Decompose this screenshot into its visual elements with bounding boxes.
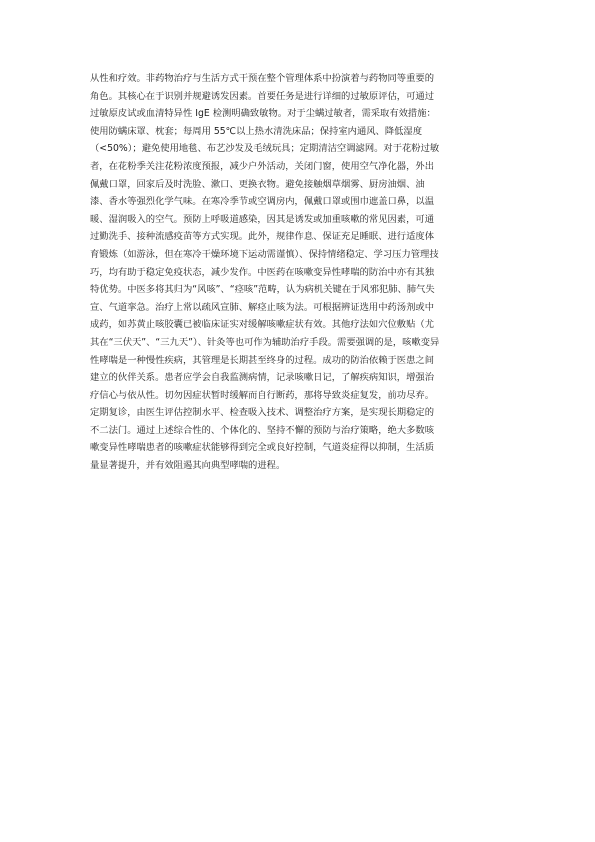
text-line: 宣、气道挛急。治疗上常以疏风宣肺、解痉止咳为法。可根据辨证选用中药汤剂或中 bbox=[90, 301, 434, 313]
text-line: 漆、香水等强烈化学气味。在寒冷季节或空调房内，佩戴口罩或围巾遮盖口鼻，以温 bbox=[90, 196, 434, 208]
text-line: 特优势。中医多将其归为“风咳”、“痉咳”范畴，认为病机关键在于风邪犯肺、肺气失 bbox=[90, 284, 435, 296]
text-line: 育锻炼（如游泳，但在寒冷干燥环境下运动需谨慎）、保持情绪稳定、学习压力管理技 bbox=[90, 248, 439, 260]
text-line: 巧，均有助于稳定免疫状态，减少发作。中医药在咳嗽变异性哮喘的防治中亦有其独 bbox=[90, 266, 434, 278]
text-line: 佩戴口罩，回家后及时洗脸、漱口、更换衣物。避免接触烟草烟雾、厨房油烟、油 bbox=[90, 178, 425, 190]
text-line: 疗信心与依从性。切勿因症状暂时缓解而自行断药，那将导致炎症复发，前功尽弃。 bbox=[90, 389, 434, 401]
text-line: 性哮喘是一种慢性疾病，其管理是长期甚至终身的过程。成功的防治依赖于医患之间 bbox=[90, 354, 434, 366]
text-line: 建立的伙伴关系。患者应学会自我监测病情，记录咳嗽日记，了解疾病知识，增强治 bbox=[90, 372, 434, 384]
text-line: 者，在花粉季关注花粉浓度预报，减少户外活动，关闭门窗，使用空气净化器，外出 bbox=[90, 160, 434, 172]
text-line: （<50%）；避免使用地毯、布艺沙发及毛绒玩具；定期清洁空调滤网。对于花粉过敏 bbox=[90, 143, 440, 155]
text-line: 嗽变异性哮喘患者的咳嗽症状能够得到完全或良好控制，气道炎症得以抑制，生活质 bbox=[90, 442, 434, 454]
text-line: 成药，如苏黄止咳胶囊已被临床证实对缓解咳嗽症状有效。其他疗法如穴位敷贴（尤 bbox=[90, 319, 434, 331]
text-line: 量显著提升，并有效阻遏其向典型哮喘的进程。 bbox=[90, 460, 286, 472]
text-line: 从性和疗效。非药物治疗与生活方式干预在整个管理体系中扮演着与药物同等重要的 bbox=[90, 73, 434, 84]
text-line: 定期复诊，由医生评估控制水平、检查吸入技术、调整治疗方案，是实现长期稳定的 bbox=[90, 407, 434, 419]
text-line: 其在“三伏天”、“三九天”）、针灸等也可作为辅助治疗手段。需要强调的是，咳嗽变异 bbox=[90, 336, 440, 348]
text-line: 不二法门。通过上述综合性的、个体化的、坚持不懈的预防与治疗策略，绝大多数咳 bbox=[90, 424, 434, 436]
text-line: 使用防螨床罩、枕套；每周用 55℃以上热水清洗床品；保持室内通风、降低湿度 bbox=[90, 125, 423, 137]
text-line: 暖、湿润吸入的空气。预防上呼吸道感染，因其是诱发或加重咳嗽的常见因素，可通 bbox=[90, 213, 434, 225]
text-line: 过敏原皮试或血清特异性 IgE 检测明确致敏物。对于尘螨过敏者，需采取有效措施： bbox=[90, 108, 436, 120]
text-line: 角色。其核心在于识别并规避诱发因素。首要任务是进行详细的过敏原评估，可通过 bbox=[90, 90, 434, 102]
text-line: 过勤洗手、接种流感疫苗等方式实现。此外，规律作息、保证充足睡眠、进行适度体 bbox=[90, 231, 434, 243]
body-paragraph bbox=[90, 70, 505, 475]
